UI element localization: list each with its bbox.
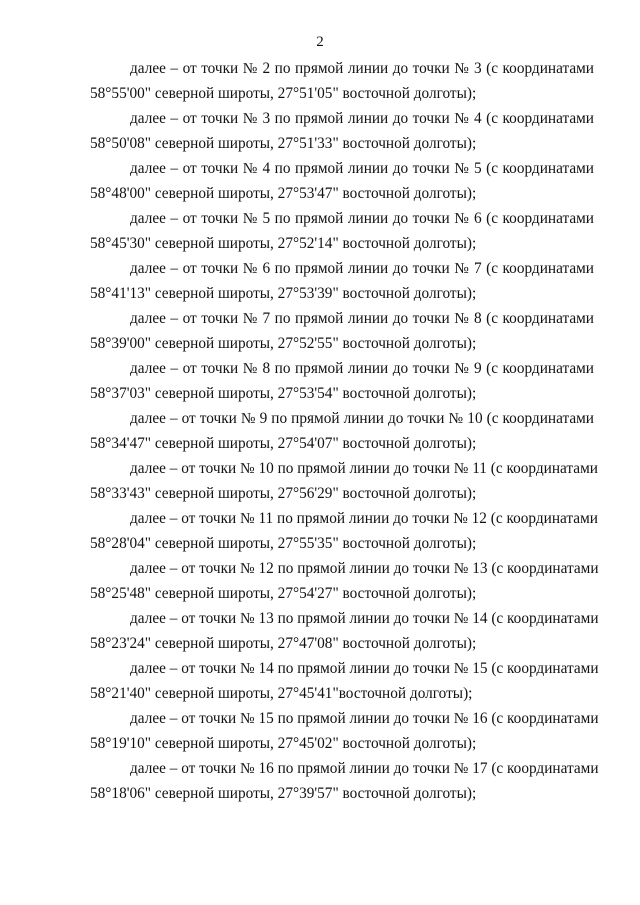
paragraph-coordinates: 58°23'24" северной широты, 27°47'08" восточной долготы);	[90, 635, 477, 652]
paragraph-coordinates: 58°55'00" северной широты, 27°51'05" восточной долготы);	[90, 85, 477, 102]
paragraph-line: далее – от точки № 2 по прямой линии до точки № 3 (с координатами	[130, 60, 594, 77]
paragraph-coordinates: 58°45'30" северной широты, 27°52'14" восточной долготы);	[90, 235, 477, 252]
paragraph-coordinates: 58°19'10" северной широты, 27°45'02" восточной долготы);	[90, 735, 477, 752]
paragraph-line: далее – от точки № 14 по прямой линии до точки № 15 (с координатами	[130, 660, 599, 677]
paragraph-coordinates: 58°48'00" северной широты, 27°53'47" восточной долготы);	[90, 185, 477, 202]
paragraph-line: далее – от точки № 10 по прямой линии до точки № 11 (с координатами	[130, 460, 598, 477]
paragraph-coordinates: 58°41'13" северной широты, 27°53'39" восточной долготы);	[90, 285, 477, 302]
paragraph-point-10-11	[90, 456, 598, 506]
paragraph-point-7-8	[90, 306, 594, 356]
paragraph-point-6-7	[90, 256, 594, 306]
paragraph-point-4-5	[90, 156, 594, 206]
paragraph-point-2-3	[90, 56, 594, 106]
paragraph-coordinates: 58°50'08" северной широты, 27°51'33" восточной долготы);	[90, 135, 477, 152]
paragraph-line: далее – от точки № 15 по прямой линии до точки № 16 (с координатами	[130, 710, 599, 727]
paragraph-point-12-13	[90, 556, 599, 606]
paragraph-line: далее – от точки № 6 по прямой линии до точки № 7 (с координатами	[130, 260, 594, 277]
paragraph-line: далее – от точки № 16 по прямой линии до точки № 17 (с координатами	[130, 760, 599, 777]
paragraph-point-16-17	[90, 756, 599, 806]
paragraph-point-11-12	[90, 506, 598, 556]
paragraph-coordinates: 58°28'04" северной широты, 27°55'35" восточной долготы);	[90, 535, 477, 552]
paragraph-coordinates: 58°33'43" северной широты, 27°56'29" восточной долготы);	[90, 485, 477, 502]
paragraph-line: далее – от точки № 13 по прямой линии до точки № 14 (с координатами	[130, 610, 599, 627]
paragraph-coordinates: 58°37'03" северной широты, 27°53'54" восточной долготы);	[90, 385, 477, 402]
paragraph-line: далее – от точки № 12 по прямой линии до точки № 13 (с координатами	[130, 560, 599, 577]
paragraph-point-14-15	[90, 656, 599, 706]
paragraph-line: далее – от точки № 5 по прямой линии до точки № 6 (с координатами	[130, 210, 594, 227]
paragraph-line: далее – от точки № 8 по прямой линии до точки № 9 (с координатами	[130, 360, 594, 377]
paragraph-point-15-16	[90, 706, 599, 756]
paragraph-line: далее – от точки № 11 по прямой линии до точки № 12 (с координатами	[130, 510, 598, 527]
paragraph-line: далее – от точки № 9 по прямой линии до точки № 10 (с координатами	[130, 410, 594, 427]
paragraph-coordinates: 58°39'00" северной широты, 27°52'55" восточной долготы);	[90, 335, 477, 352]
paragraph-point-3-4	[90, 106, 594, 156]
paragraph-point-13-14	[90, 606, 599, 656]
paragraph-line: далее – от точки № 3 по прямой линии до точки № 4 (с координатами	[130, 110, 594, 127]
paragraph-point-5-6	[90, 206, 594, 256]
paragraph-coordinates: 58°21'40" северной широты, 27°45'41"восточной долготы);	[90, 685, 473, 702]
paragraph-point-8-9	[90, 356, 594, 406]
paragraph-coordinates: 58°25'48" северной широты, 27°54'27" восточной долготы);	[90, 585, 477, 602]
page-number: 2	[316, 34, 324, 50]
boundary-description	[90, 56, 599, 806]
paragraph-coordinates: 58°34'47" северной широты, 27°54'07" восточной долготы);	[90, 435, 477, 452]
paragraph-line: далее – от точки № 7 по прямой линии до точки № 8 (с координатами	[130, 310, 594, 327]
paragraph-line: далее – от точки № 4 по прямой линии до точки № 5 (с координатами	[130, 160, 594, 177]
paragraph-coordinates: 58°18'06" северной широты, 27°39'57" восточной долготы);	[90, 785, 477, 802]
paragraph-point-9-10	[90, 406, 594, 456]
